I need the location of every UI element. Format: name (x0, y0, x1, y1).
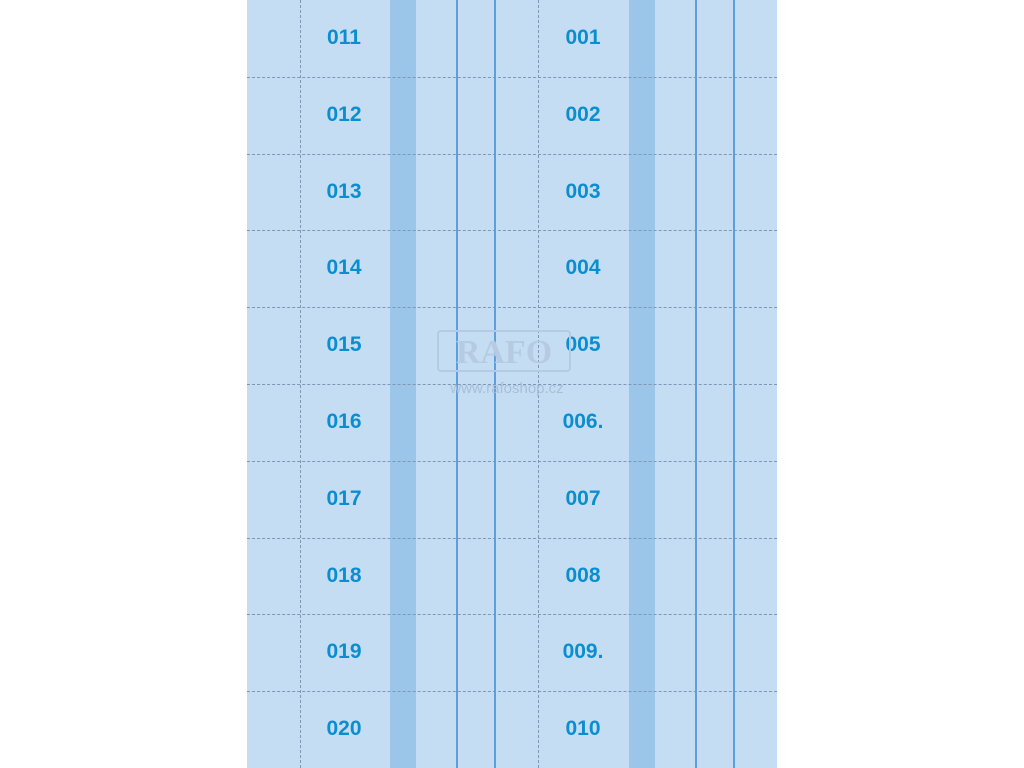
row-perforation (247, 77, 777, 78)
ticket-number: 011 (327, 26, 361, 49)
ticket-number: 003 (565, 180, 601, 203)
ticket-sheet (247, 0, 777, 768)
ticket-number: 010 (565, 717, 601, 740)
row-perforation (247, 614, 777, 615)
ticket-number: 017 (326, 487, 362, 510)
row-perforation (247, 384, 777, 385)
row-perforation (247, 230, 777, 231)
row-perforation (247, 461, 777, 462)
ticket-number: 020 (326, 717, 362, 740)
ticket-number: 016 (326, 410, 362, 433)
ticket-number: 002 (565, 103, 601, 126)
ticket-number: 009. (562, 640, 604, 663)
ticket-number: 014 (326, 256, 362, 279)
ticket-number: 005 (565, 333, 601, 356)
ticket-number: 004 (565, 256, 601, 279)
ticket-number: 001 (565, 26, 601, 49)
watermark-logo-text: RAFO (455, 334, 553, 371)
ticket-number: 018 (326, 564, 362, 587)
ticket-number: 012 (326, 103, 362, 126)
row-perforation (247, 154, 777, 155)
ticket-number: 006. (562, 410, 604, 433)
ticket-number: 013 (326, 180, 362, 203)
ticket-number: 015 (326, 333, 362, 356)
ticket-number: 007 (565, 487, 601, 510)
row-perforation (247, 307, 777, 308)
ticket-number: 008 (565, 564, 601, 587)
row-perforation (247, 691, 777, 692)
row-perforation (247, 538, 777, 539)
ticket-number: 019 (326, 640, 362, 663)
watermark-url: www.rafoshop.cz (450, 380, 564, 397)
